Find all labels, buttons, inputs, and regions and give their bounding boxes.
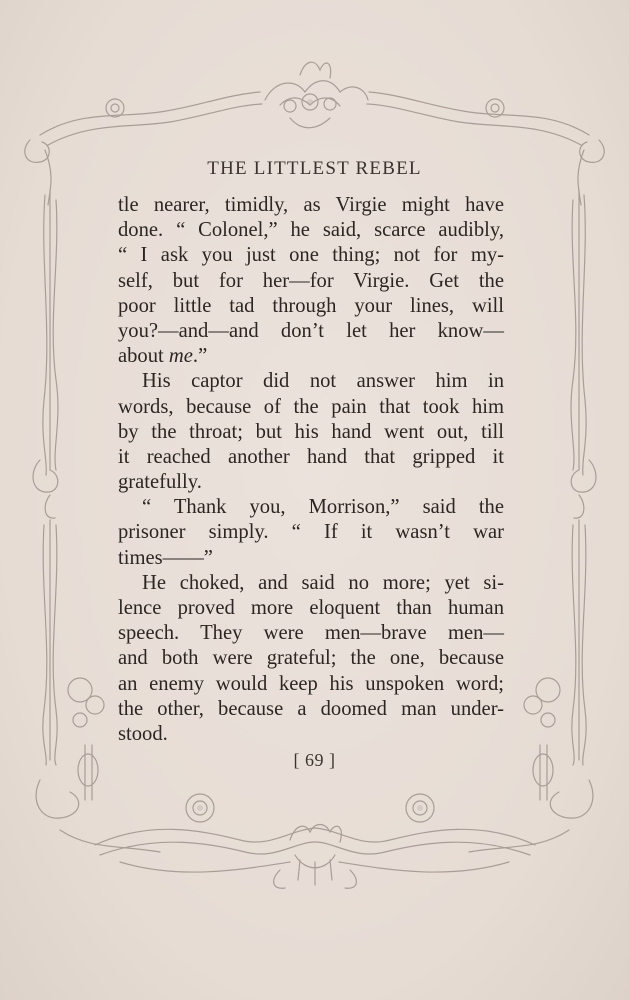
text-line: an enemy would keep his unspoken word; <box>118 672 504 695</box>
text-line: lence proved more eloquent than human <box>118 597 504 619</box>
text-line: by the throat; but his hand went out, till <box>118 420 504 443</box>
text-line: and both were grateful; the one, because <box>118 647 504 670</box>
text-line: He choked, and said no more; yet si- <box>142 571 504 594</box>
text-line: the other, because a doomed man under- <box>118 697 504 720</box>
text-line: poor little tad through your lines, will <box>118 294 504 317</box>
text-line: tle nearer, timidly, as Virgie might have <box>118 194 504 216</box>
text-line: speech. They were men—brave men— <box>118 622 504 645</box>
text-line: it reached another hand that gripped it <box>118 445 504 468</box>
page-number: [ 69 ] <box>293 750 336 770</box>
body-text <box>118 193 504 747</box>
text-line: His captor did not answer him in <box>142 370 504 393</box>
text-line: you?—and—and don’t let her know— <box>118 319 504 342</box>
text-line: gratefully. <box>118 471 202 494</box>
text-line: about me.” <box>118 345 208 368</box>
text-line: words, because of the pain that took him <box>118 395 504 418</box>
top-right-scroll <box>369 92 589 135</box>
text-line: times——” <box>118 546 213 569</box>
running-head: THE LITTLEST REBEL <box>207 158 422 179</box>
top-left-scroll <box>40 92 260 135</box>
text-line: “ I ask you just one thing; not for my- <box>118 244 504 267</box>
text-line: done. “ Colonel,” he said, scarce audibly, <box>118 219 504 242</box>
bottom-center-ornament <box>290 825 341 843</box>
text-line: prisoner simply. “ If it wasn’t war <box>118 521 504 544</box>
text-line: self, but for her—for Virgie. Get the <box>118 269 504 292</box>
text-line: “ Thank you, Morrison,” said the <box>142 496 504 519</box>
text-line: stood. <box>118 722 168 745</box>
